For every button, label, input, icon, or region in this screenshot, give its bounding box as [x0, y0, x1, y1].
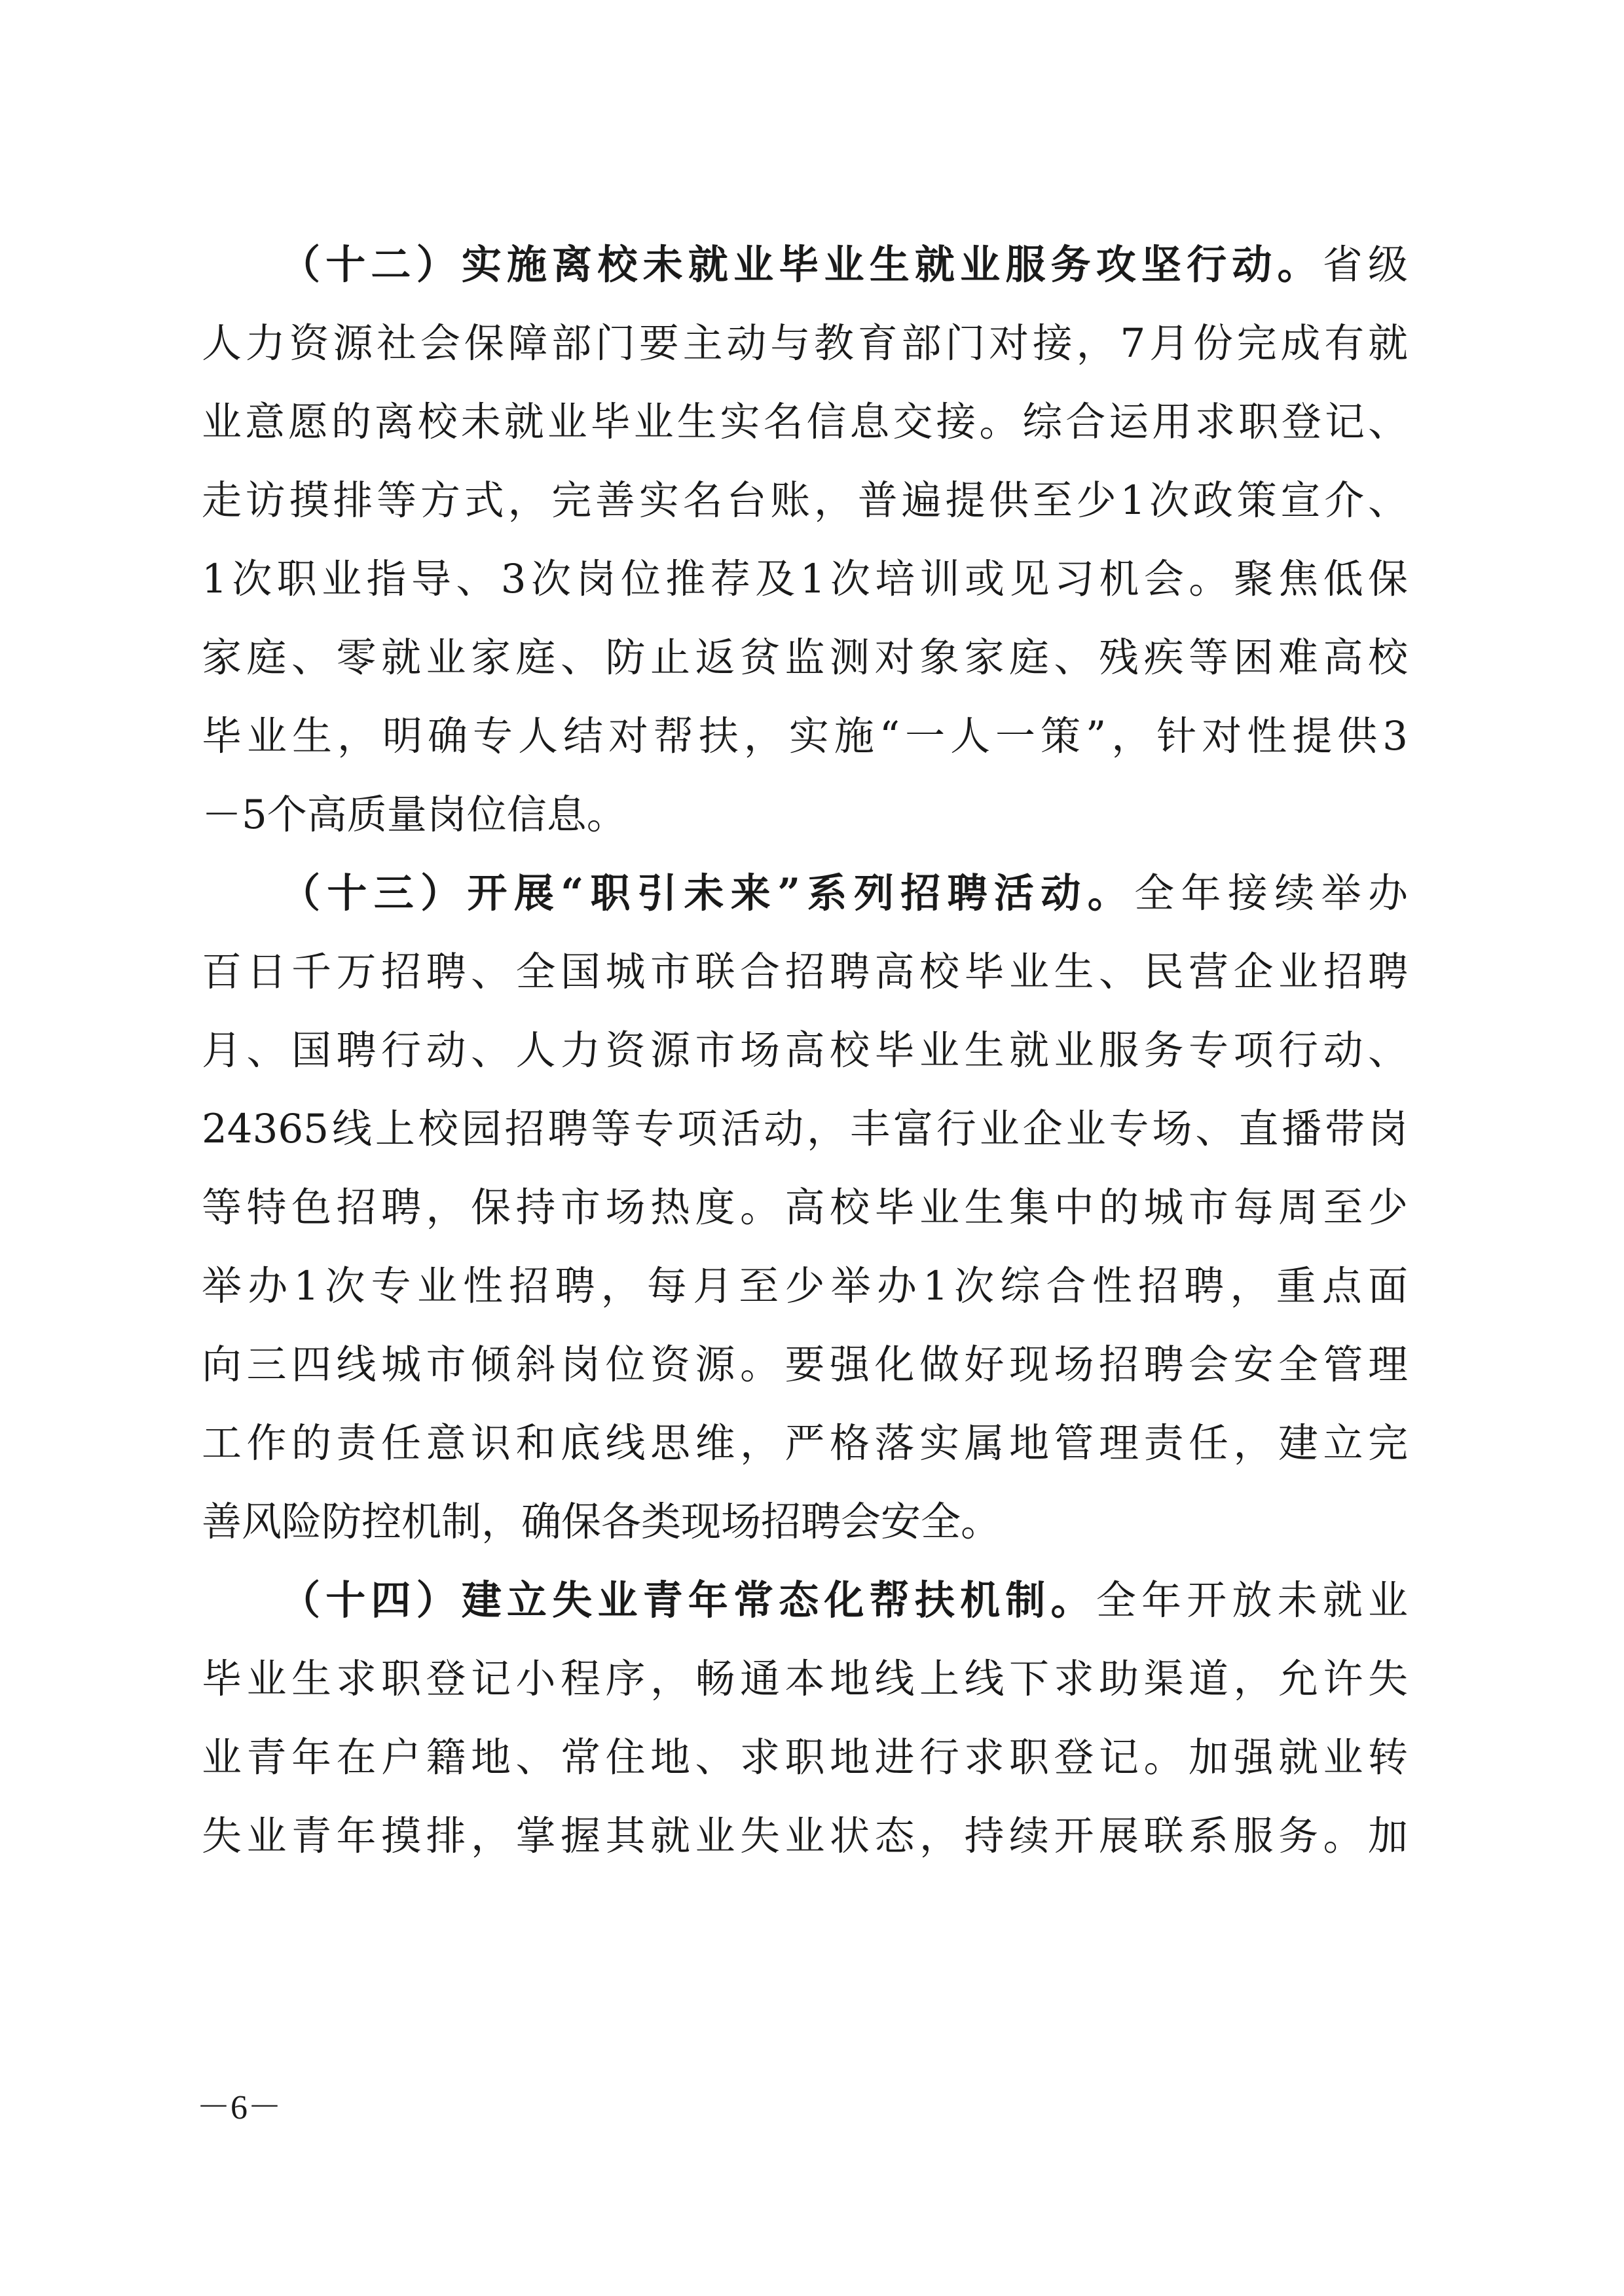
section-heading-13: （十三）开展“职引未来”系列招聘活动。 — [280, 870, 1135, 917]
paragraph-line: 毕业生求职登记小程序，畅通本地线上线下求助渠道，允许失 — [202, 1656, 1408, 1702]
paragraph-line: 1次职业指导、3次岗位推荐及1次培训或见习机会。聚焦低保 — [202, 556, 1408, 602]
paragraph-line: 失业青年摸排，掌握其就业失业状态，持续开展联系服务。加 — [202, 1813, 1408, 1859]
paragraph-12-line-1 — [280, 226, 1408, 304]
paragraph-line: 等特色招聘，保持市场热度。高校毕业生集中的城市每周至少 — [202, 1184, 1408, 1231]
paragraph-14-line-1 — [280, 1561, 1408, 1640]
paragraph-line: 人力资源社会保障部门要主动与教育部门对接，7月份完成有就 — [202, 320, 1408, 367]
paragraph-text: 全年开放未就业 — [1096, 1577, 1408, 1624]
paragraph-line: 走访摸排等方式，完善实名台账，普遍提供至少1次政策宣介、 — [202, 477, 1408, 524]
paragraph-line: 向三四线城市倾斜岗位资源。要强化做好现场招聘会安全管理 — [202, 1341, 1408, 1388]
paragraph-line: 24365线上校园招聘等专项活动，丰富行业企业专场、直播带岗 — [202, 1106, 1408, 1152]
paragraph-line: 毕业生，明确专人结对帮扶，实施“一人一策”，针对性提供3 — [202, 713, 1408, 759]
section-heading-14: （十四）建立失业青年常态化帮扶机制。 — [280, 1577, 1096, 1624]
paragraph-line: 工作的责任意识和底线思维，严格落实属地管理责任，建立完 — [202, 1420, 1408, 1467]
paragraph-line: －5个高质量岗位信息。 — [202, 792, 627, 838]
paragraph-line: 百日千万招聘、全国城市联合招聘高校毕业生、民营企业招聘 — [202, 949, 1408, 995]
paragraph-line: 善风险防控机制，确保各类现场招聘会安全。 — [202, 1499, 1001, 1545]
paragraph-line: 举办1次专业性招聘，每月至少举办1次综合性招聘，重点面 — [202, 1263, 1408, 1309]
paragraph-text: 省级 — [1322, 242, 1408, 288]
paragraph-line: 家庭、零就业家庭、防止返贫监测对象家庭、残疾等困难高校 — [202, 634, 1408, 681]
paragraph-line: 业青年在户籍地、常住地、求职地进行求职登记。加强就业转 — [202, 1734, 1408, 1781]
page-number: －6－ — [196, 2089, 282, 2126]
paragraph-text: 全年接续举办 — [1134, 870, 1408, 917]
paragraph-line: 业意愿的离校未就业毕业生实名信息交接。综合运用求职登记、 — [202, 399, 1408, 445]
paragraph-line: 月、国聘行动、人力资源市场高校毕业生就业服务专项行动、 — [202, 1027, 1408, 1074]
paragraph-13-line-1 — [280, 854, 1408, 933]
section-heading-12: （十二）实施离校未就业毕业生就业服务攻坚行动。 — [280, 242, 1323, 288]
